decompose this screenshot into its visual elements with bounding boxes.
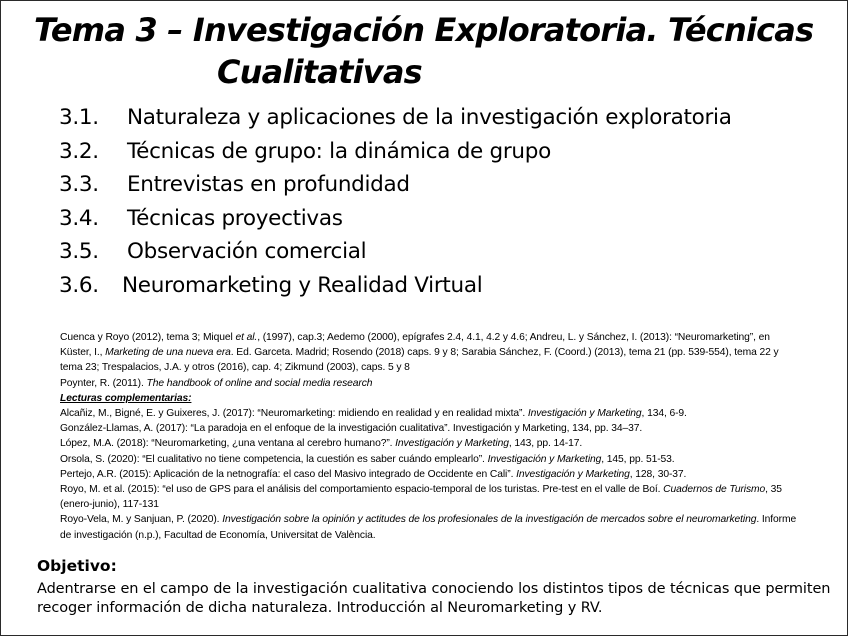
toc-text: Entrevistas en profundidad [127,172,410,197]
toc-text: Naturaleza y aplicaciones de la investigación exploratoria [127,105,732,130]
reference-entry: González-Llamas, A. (2017): “La paradoja en el enfoque de la investigación cualitativa”. Investigación y Marketing, 134, pp. 34–37. [60,423,643,435]
reference-entry: Pertejo, A.R. (2015): Aplicación de la netnografía: el caso del Masivo integrado de Occidente en Cali”. Investigación y Marketing, 128, 30-37. [60,468,687,480]
reference-entry: Alcañiz, M., Bigné, E. y Guixeres, J. (2017): “Neuromarketing: midiendo en realidad y en realidad mixta”. Investigación y Marketing, 134, 6-9. [60,408,687,420]
table-of-contents [59,101,839,302]
toc-text: Técnicas proyectivas [127,205,343,231]
toc-text: Técnicas de grupo: la dinámica de grupo [127,138,551,164]
toc-item [59,101,839,135]
references-block [60,330,800,543]
reference-entry: Cuenca y Royo (2012), tema 3; Miquel et al., (1997), cap.3; Aedemo (2000), epígrafes 2.4, 4.1, 4.2 y 4.6; Andreu, L. y Sánchez, I. (2013): “Neuromarketing”, en Küster, I., Marketing de una nueva era. Ed. Garceta. Madrid; Rosendo (2018) caps. 9 y 8; Sarabia Sánchez, F. (Coord.) (2013), tema 21 (pp. 539-554), tema 22 y tema 23; Trespalacios, J.A. y otros (2016), cap. 4; Zikmund (2003), caps. 5 y 8 [60,332,779,374]
toc-text: Observación comercial [127,239,367,264]
toc-item [59,135,839,169]
toc-number: 3.5. [59,239,99,264]
title-line-1: Tema 3 – Investigación Exploratoria. Técnicas [34,11,814,49]
slide-title [1,5,848,97]
toc-item [59,235,839,269]
reference-entry: Royo, M. et al. (2015): “el uso de GPS para el análisis del comportamiento espacio-temporal de los turistas. Pre-test en el valle de Boí. Cuadernos de Turismo, 35 (enero-junio), 117-131 [60,484,782,511]
reference-entry: Poynter, R. (2011). The handbook of online and social media research [60,377,373,389]
objective-section [37,556,837,618]
reference-entry: López, M.A. (2018): “Neuromarketing, ¿una ventana al cerebro humano?”. Investigación y Marketing, 143, pp. 14-17. [60,438,583,450]
toc-number: 3.1. [59,105,99,130]
toc-text: Neuromarketing y Realidad Virtual [122,272,483,298]
toc-item [59,168,839,202]
title-line-2: Cualitativas [217,53,422,91]
reference-entry: Royo-Vela, M. y Sanjuan, P. (2020). Investigación sobre la opinión y actitudes de los profesionales de la investigación de mercados sobre el neuromarketing. Informe de investigación (n.p.), Facultad de Economía, Universitat de València. [60,514,797,541]
toc-number: 3.3. [59,172,99,197]
toc-item [59,202,839,236]
toc-number: 3.2. [59,138,99,164]
toc-item [59,269,839,303]
reference-entry: Orsola, S. (2020): “El cualitativo no tiene competencia, la cuestión es saber cuándo emplearlo”. Investigación y Marketing, 145, pp. 51-53. [60,453,675,465]
toc-number: 3.6. [59,272,99,298]
toc-number: 3.4. [59,205,99,231]
supplementary-heading: Lecturas complementarias: [60,392,192,404]
objective-label: Objetivo: [37,557,117,575]
objective-text: Adentrarse en el campo de la investigación cualitativa conociendo los distintos tipos de técnicas que permiten recoger información de dicha naturaleza. Introducción al Neuromarketing y RV. [37,581,831,616]
